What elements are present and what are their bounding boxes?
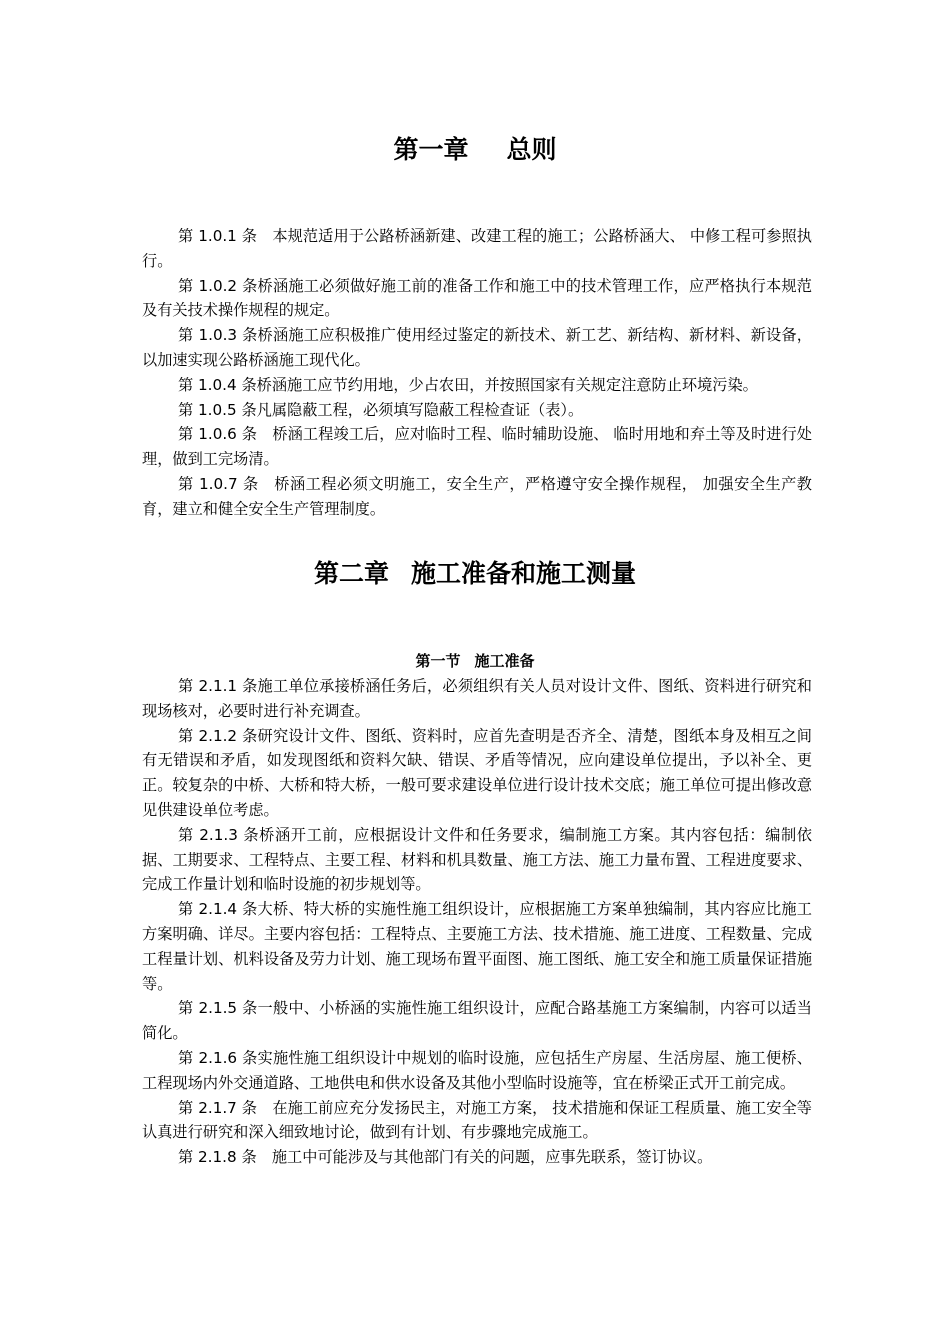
article-1-0-4: 第 1.0.4 条桥涵施工应节约用地，少占农田，并按照国家有关规定注意防止环境污染。: [178, 375, 758, 394]
article-2-1-5: 第 2.1.5 条一般中、小桥涵的实施性施工组织设计，应配合路基施工方案编制，内容可以适当简化。: [142, 999, 812, 1043]
article-2-1-4: 第 2.1.4 条大桥、特大桥的实施性施工组织设计，应根据施工方案单独编制，其内容应比施工方案明确、详尽。主要内容包括：工程特点、主要施工方法、技术措施、施工进度、工程数量、完成工程量计划、机料设备及劳力计划、施工现场布置平面图、施工图纸、施工安全和施工质量保证措施等。: [142, 900, 812, 993]
chapter-2-title: [0, 556, 950, 592]
section-1-body: [142, 674, 812, 1170]
article-2-1-6: 第 2.1.6 条实施性施工组织设计中规划的临时设施，应包括生产房屋、生活房屋、施工便桥、工程现场内外交通道路、工地供电和供水设备及其他小型临时设施等，宜在桥梁正式开工前完成。: [142, 1048, 812, 1092]
article-1-0-5: 第 1.0.5 条凡属隐蔽工程，必须填写隐蔽工程检查证（表）。: [178, 400, 584, 419]
article-1-0-3: 第 1.0.3 条桥涵施工应积极推广使用经过鉴定的新技术、新工艺、新结构、新材料、新设备，以加速实现公路桥涵施工现代化。: [142, 326, 812, 369]
article-2-1-2: 第 2.1.2 条研究设计文件、图纸、资料时，应首先查明是否齐全、清楚，图纸本身及相互之间有无错误和矛盾，如发现图纸和资料欠缺、错误、矛盾等情况，应向建设单位提出，予以补全、更正。较复杂的中桥、大桥和特大桥，一般可要求建设单位进行设计技术交底；施工单位可提出修改意见供建设单位考虑。: [142, 726, 812, 819]
article-2-1-1: 第 2.1.1 条施工单位承接桥涵任务后，必须组织有关人员对设计文件、图纸、资料进行研究和现场核对，必要时进行补充调查。: [142, 677, 812, 720]
article-2-1-3: 第 2.1.3 条桥涵开工前，应根据设计文件和任务要求，编制施工方案。其内容包括：编制依据、工期要求、工程特点、主要工程、材料和机具数量、施工方法、施工力量布置、工程进度要求、完成工作量计划和临时设施的初步规划等。: [142, 825, 812, 894]
article-1-0-2: 第 1.0.2 条桥涵施工必须做好施工前的准备工作和施工中的技术管理工作，应严格执行本规范及有关技术操作规程的规定。: [142, 276, 812, 320]
section-1-title: [0, 650, 950, 672]
section-1-number: 第一节: [415, 652, 461, 670]
article-1-0-6: 第 1.0.6 条 桥涵工程竣工后，应对临时工程、临时辅助设施、 临时用地和弃土等及时进行处理，做到工完场清。: [142, 425, 812, 469]
chapter-2-number: 第二章: [313, 559, 389, 588]
chapter-2-name: 施工准备和施工测量: [411, 559, 637, 588]
chapter-1-body: [142, 224, 812, 522]
chapter-1-number: 第一章: [393, 135, 469, 164]
article-1-0-7: 第 1.0.7 条 桥涵工程必须文明施工，安全生产，严格遵守安全操作规程， 加强安全生产教育，建立和健全安全生产管理制度。: [142, 474, 812, 518]
chapter-1-name: 总则: [506, 135, 557, 164]
chapter-1-title: [0, 132, 950, 168]
section-1-name: 施工准备: [474, 652, 535, 670]
article-1-0-1: 第 1.0.1 条 本规范适用于公路桥涵新建、改建工程的施工；公路桥涵大、 中修工程可参照执行。: [142, 227, 812, 270]
article-2-1-8: 第 2.1.8 条 施工中可能涉及与其他部门有关的问题，应事先联系，签订协议。: [178, 1148, 713, 1167]
article-2-1-7: 第 2.1.7 条 在施工前应充分发扬民主，对施工方案， 技术措施和保证工程质量、施工安全等认真进行研究和深入细致地讨论，做到有计划、有步骤地完成施工。: [142, 1098, 812, 1142]
